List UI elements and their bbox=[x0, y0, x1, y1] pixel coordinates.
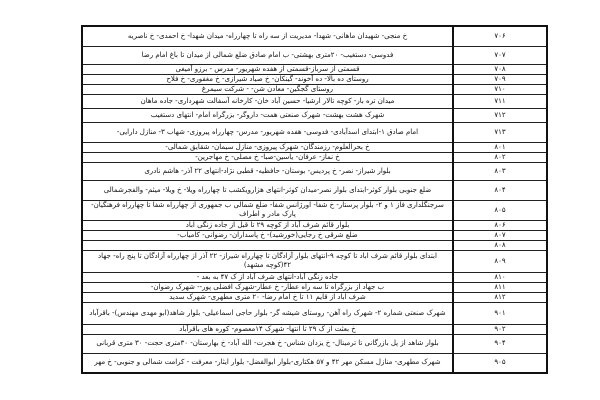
table-row bbox=[82, 324, 547, 334]
district-code: ۸۱۱ bbox=[453, 282, 547, 292]
district-areas: ب جهاد از بزرگراه تا سه راه عطار- خ عطار-شهرک افضلی پور-- شهرک رضوان- bbox=[82, 282, 453, 292]
district-areas: جاده زنگی آباد-انتهای شرف آباد از ک ۴۷ به بعد - bbox=[82, 272, 453, 282]
table-row bbox=[82, 162, 547, 180]
district-code: ۸۰۶ bbox=[453, 220, 547, 230]
district-areas: بلوار شیراز- نصر- خ پردیس- بوستان- حافظیه- قطبی نژاد-انتهای ۲۲ آذر- هاشم نادری bbox=[82, 162, 453, 180]
table-row bbox=[82, 272, 547, 282]
table-body bbox=[82, 26, 547, 373]
district-areas: شهرک هشت بهشت- شهرک صنعتی همت- داروگر- بزرگراه امام- انتهای دستغیب bbox=[82, 108, 453, 122]
district-areas: شهرک صنعتی شماره ۲- شهرک راه آهن- روستای شیشه گر- بلوار حاجی اسماعیلی- بلوار شاهد(ابو مهدی مهندس)- باقرآباد bbox=[82, 302, 453, 324]
district-areas bbox=[82, 240, 453, 250]
district-code: ۷۱۰ bbox=[453, 84, 547, 94]
district-code: ۹۰۱ bbox=[453, 302, 547, 324]
table-row bbox=[82, 302, 547, 324]
district-code: ۹۰۲ bbox=[453, 324, 547, 334]
district-areas: سرجنگلداری فاز ۱ و ۲- بلوار پرستار- خ شفا- اورژانس شفا- ضلع شمالی ب جمهوری از چهارراه شفا تا چهارراه فرهنگیان- پارک مادر و اطراف bbox=[82, 200, 453, 220]
table-row bbox=[82, 26, 547, 46]
table-row bbox=[82, 74, 547, 84]
district-areas: ضلع جنوبی بلوار کوثر-ابتدای بلوار نصر-میدان کوثر-انتهای هزارویکشب تا چهارراه ویلا- خ ویلا- میثم- والفجرشمالی bbox=[82, 180, 453, 200]
district-areas: خ بعثت از ک ۲۹ تا انتها- شهرک ۱۴معصوم- کوره های باقرآباد bbox=[82, 324, 453, 334]
table-row bbox=[82, 292, 547, 302]
district-areas: میدان تره بار- کوچه تالار ارشیا- حسین آباد خان- کارخانه آسفالت شهرداری- جاده ماهان bbox=[82, 94, 453, 108]
district-areas: ضلع شرقی خ رجایی(خورشید)- خ پاسداران- رضوانی- کامیاب- bbox=[82, 230, 453, 240]
table-row bbox=[82, 142, 547, 152]
table-row bbox=[82, 108, 547, 122]
district-code: ۸۰۷ bbox=[453, 230, 547, 240]
districts-table bbox=[81, 25, 548, 374]
district-code: ۸۰۳ bbox=[453, 162, 547, 180]
table-row bbox=[82, 64, 547, 74]
table-row bbox=[82, 250, 547, 272]
district-areas: ابتدای بلوار قائم شرف اباد تا کوچه ۹-انتهای بلوار آزادگان تا چهارراه شیراز- ۲۲ آذر از چهارراه آزادگان تا پنج راه- جهاد ۴۲(کوچه مشهد) bbox=[82, 250, 453, 272]
district-code: ۸۰۹ bbox=[453, 250, 547, 272]
district-code: ۸۰۴ bbox=[453, 180, 547, 200]
district-code: ۷۱۲ bbox=[453, 108, 547, 122]
table-row bbox=[82, 334, 547, 353]
district-code: ۸۰۵ bbox=[453, 200, 547, 220]
district-areas: شرف اباد از قایم ۱۱ تا خ امام رضا- ۲۰ متری مطهری- شهرک سدید bbox=[82, 292, 453, 302]
district-areas: خ بحرالعلوم- رزمندگان- شهرک پیروزی- منازل سیمان- شقایق شمالی- bbox=[82, 142, 453, 152]
district-code: ۷۰۶ bbox=[453, 26, 547, 46]
district-code: ۷۰۹ bbox=[453, 74, 547, 84]
table-row bbox=[82, 220, 547, 230]
district-areas: روستای گجگین- معادن شن- - شرکت سیمرغ bbox=[82, 84, 453, 94]
district-areas: خ نماز- عرفان- یاسین-صبا- خ مصلی- خ مهاجرین- bbox=[82, 152, 453, 162]
district-areas: قسمتی از سرباز-قسمتی از هفده شهریور- مدرس - برزو آمیغی bbox=[82, 64, 453, 74]
table-row bbox=[82, 230, 547, 240]
district-areas: روستای ده بالا- ده آخوند- گینکان- خ صیاد شیرازی- خ مغفوری- خ فلاح bbox=[82, 74, 453, 84]
district-code: ۷۱۱ bbox=[453, 94, 547, 108]
district-areas: شهرک مطهری- منازل مسکن مهر ۴۲ و ۵۷ هکتاری-بلوار ابوالفضل- بلوار ایثار- معرفت - کرامت شمالی و جنوبی- خ مهر bbox=[82, 353, 453, 373]
district-code: ۹۰۵ bbox=[453, 353, 547, 373]
district-code: ۸۰۱ bbox=[453, 142, 547, 152]
table-row bbox=[82, 84, 547, 94]
table-row bbox=[82, 180, 547, 200]
table-row bbox=[82, 200, 547, 220]
district-areas: خ منجی- شهیدان ماهانی- شهدا- مدیریت از سه راه تا چهارراه- میدان شهدا- خ احمدی- خ ناصریه bbox=[82, 26, 453, 46]
district-code: ۸۱۰ bbox=[453, 272, 547, 282]
table-row bbox=[82, 122, 547, 142]
table-row bbox=[82, 94, 547, 108]
district-code: ۹۰۴ bbox=[453, 334, 547, 353]
district-areas: امام صادق ۱-ابتدای اسدآبادی- فدوسی- هفده شهریور- مدرس- چهارراه پیروزی- شهاب ۳- منازل دارایی- bbox=[82, 122, 453, 142]
district-areas: فدوسی- دستغیب- ۲۰متری بهشتی- ب امام صادق ضلع شمالی از میدان تا باغ امام رضا bbox=[82, 46, 453, 64]
district-code: ۷۰۸ bbox=[453, 64, 547, 74]
table-row bbox=[82, 240, 547, 250]
district-code: ۸۱۲ bbox=[453, 292, 547, 302]
table-row bbox=[82, 282, 547, 292]
district-code: ۷۱۳ bbox=[453, 122, 547, 142]
district-areas: بلوار قائم شرف آباد از کوچه ۲۹ تا قبل از جاده زنگی اباد bbox=[82, 220, 453, 230]
district-code: ۸۰۲ bbox=[453, 152, 547, 162]
table-row bbox=[82, 353, 547, 373]
table-row bbox=[82, 152, 547, 162]
district-code: ۷۰۷ bbox=[453, 46, 547, 64]
district-areas: بلوار شاهد از پل بازرگانی تا ترمینال- خ یزدان شناس- خ هجرت- الله آباد- خ بهارستان- ۳۰متری حجت- ۳۰ متری قربانی bbox=[82, 334, 453, 353]
table-row bbox=[82, 46, 547, 64]
district-code: ۸۰۸ bbox=[453, 240, 547, 250]
